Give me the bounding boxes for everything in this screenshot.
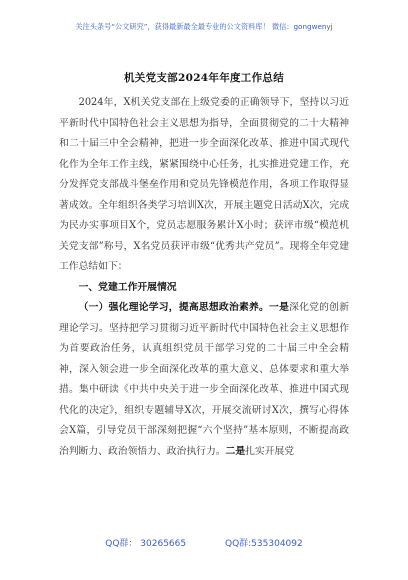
- item-lead: （一）强化理论学习，提高思想政治素养。: [78, 302, 270, 313]
- intro-paragraph: 2024年，X机关党支部在上级党委的正确领导下，坚持以习近平新时代中国特色社会主义思想为指导，全面贯彻党的二十大精神和二十届三中全会精神，把进一步全面深化改革、推进中国式现代化作为全年工作主线，紧紧围绕中心任务，扎实推进党建工作，充分发挥党支部战斗堡垒作用和党员先锋模范作用，各项工作取得显著成效。全年组织各类学习培训X次，开展主题党日活动X次，完成为民办实事项目X个，党员志愿服务累计X小时；获评市级“模范机关党支部”称号，X名党员获评市级“优秀共产党员”。现将全年党建工作总结如下：: [59, 97, 349, 272]
- item-sub-lead: 一是: [269, 302, 290, 313]
- item-paragraph: [59, 298, 349, 462]
- section-heading: 一、党建工作开展情况: [78, 281, 177, 293]
- document-body: [59, 93, 349, 462]
- document-title: 机关党支部2024年年度工作总结: [123, 72, 285, 84]
- header-promo-text: 关注头条号“公文研究”，获得最新最全最专业的公文资料库！ 微信：gongwenyj: [75, 22, 333, 31]
- item-sub-lead-2: 二是: [225, 445, 246, 457]
- footer-qq-group-2: QQ群:535304092: [224, 539, 303, 549]
- footer: [0, 536, 408, 549]
- footer-qq-group-1: QQ群： 30265665: [105, 539, 187, 549]
- item-text-2: 扎实开展党: [245, 445, 295, 457]
- item-text: 深化党的创新理论学习。坚持把学习贯彻习近平新时代中国特色社会主义思想作为首要政治任务，认真组织党员干部学习党的二十届三中全会精神，深入领会进一步全面深化改革的重大意义、总体要求和重大举措。集中研读《中共中央关于进一步全面深化改革、推进中国式现代化的决定》，组织专题辅导X次，开展交流研讨X次，撰写心得体会X篇，引导党员干部深刻把握“六个坚持”基本原则，不断提高政治判断力、政治领悟力、政治执行力。: [59, 302, 350, 457]
